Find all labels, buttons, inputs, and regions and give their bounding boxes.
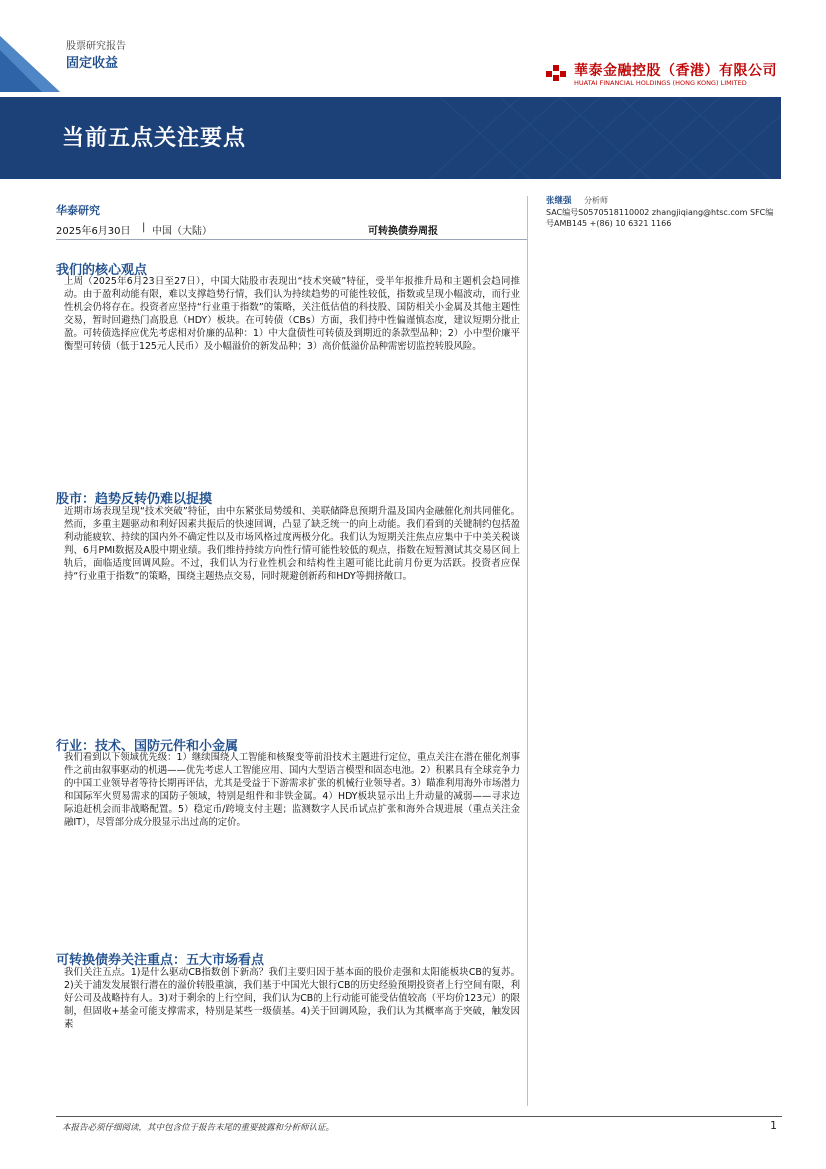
title-banner	[0, 97, 781, 179]
company-name-cn: 華泰金融控股（香港）有限公司	[574, 63, 777, 79]
huatai-logo-icon	[544, 62, 568, 84]
report-region: 中国（大陆）	[152, 226, 212, 237]
section-body-equity: 近期市场表现呈现“技术突破”特征，由中东紧张局势缓和、美联储降息预期升温及国内金融催化剂共同催化。然而，多重主题驱动和利好因素共振后的快速回调，凸显了缺乏统一的向上动能。我们看到的关键制约包括盈利动能疲软、持续的国内外不确定性以及市场风格过度两极分化。我们认为短期关注焦点应集中于中美关税谈判、6月PMI数据及A股中期业绩。我们维持持续方向性行情可能性较低的观点，指数在短暂测试其交易区间上轨后，面临适度回调风险。不过，我们认为行业性机会和结构性主题可能比此前月份更为活跃。投资者应保持“行业重于指数”的策略，围绕主题热点交易，同时规避创新药和HDY等拥挤敞口。	[64, 506, 520, 582]
report-type-label: 股票研究报告	[66, 41, 126, 52]
report-meta	[56, 222, 526, 240]
footer-disclaimer: 本报告必须仔细阅读，其中包含位于报告末尾的重要披露和分析师认证。	[62, 1123, 335, 1133]
section-title-equity: 股市：趋势反转仍难以捉摸	[56, 492, 213, 507]
meta-separator: |	[142, 222, 146, 233]
analyst-role: 分析师	[584, 196, 609, 205]
meta-divider	[56, 239, 528, 240]
brand-label: 华泰研究	[56, 204, 100, 217]
analyst-name: 张继强	[546, 196, 572, 206]
company-logo	[544, 60, 784, 90]
company-name-en: HUATAI FINANCIAL HOLDINGS (HONG KONG) LIMITED	[574, 79, 747, 87]
corner-decoration	[0, 0, 60, 92]
section-title-core-view: 我们的核心观点	[56, 263, 148, 278]
analyst-contact-line1: SAC编号S0570518110002 zhangjiqiang@htsc.com SFC编	[546, 208, 774, 217]
section-body-convertible-bonds: 我们关注五点。1)是什么驱动CB指数创下新高？我们主要归因于基本面的股价走强和太阳能板块CB的复苏。2)关于浦发发展银行潜在的溢价转股重演，我们基于中国光大银行CB的历史经验预期投资者上行空间有限，利好公司及战略持有人。3)对于剩余的上行空间，我们认为CB的上行动能可能受估值较高（平均价123元）的限制，但固收+基金可能支撑需求，特别是某些一级债基。4)关于回调风险，我们认为其概率高于突破，触发因素	[64, 967, 520, 1030]
analyst-info	[546, 195, 782, 229]
page-title: 当前五点关注要点	[62, 126, 247, 151]
report-category-label: 固定收益	[66, 56, 119, 71]
report-kind: 可转换债券周报	[368, 226, 438, 237]
analyst-contact-line2: 号AMB145 +(86) 10 6321 1166	[546, 219, 672, 228]
page-number: 1	[770, 1119, 777, 1132]
report-date: 2025年6月30日	[56, 226, 131, 237]
section-title-sectors: 行业：技术、国防元件和小金属	[56, 739, 239, 754]
column-divider	[527, 196, 528, 1106]
section-body-sectors: 我们看到以下领域优先级：1）继续围绕人工智能和核聚变等前沿技术主题进行定位，重点关注在潜在催化剂事件之前由叙事驱动的机遇——优先考虑人工智能应用、国内大型语言模型和固态电池。2）积累具有全球竞争力的中国工业领导者等待长期再评估，尤其是受益于下游需求扩张的机械行业领导者。3）瞄准利用海外市场潜力和国际军火贸易需求的国防子领域，特别是组件和非铁金属。4）HDY板块显示出上升动量的减弱——寻求边际追赶机会而非战略配置。5）稳定币/跨境支付主题；监测数字人民币试点扩张和海外合规进展（重点关注金融IT），尽管部分成分股显示出过高的定价。	[64, 752, 520, 828]
section-body-core-view: 上周（2025年6月23日至27日），中国大陆股市表现出“技术突破”特征，受半年报推升局和主题机会趋同推动。由于盈利动能有限，难以支撑趋势行情，我们认为持续趋势的可能性较低，指数或呈现小幅波动，而行业性机会仍将存在。投资者应坚持“行业重于指数”的策略，关注低估值的科技股、国防相关小金属及其他主题性交易，暂时回避热门高股息（HDY）板块。在可转债（CBs）方面，我们持中性偏谨慎态度，建议短期分批止盈。可转债选择应优先考虑相对价廉的品种：1）中大盘债性可转债及到期近的条款型品种；2）小中型价廉平衡型可转债（低于125元人民币）及小幅溢价的新发品种；3）高价低溢价品种需密切监控转股风险。	[64, 276, 520, 352]
section-title-convertible-bonds: 可转换债券关注重点：五大市场看点	[56, 953, 265, 968]
footer-divider	[56, 1116, 782, 1117]
